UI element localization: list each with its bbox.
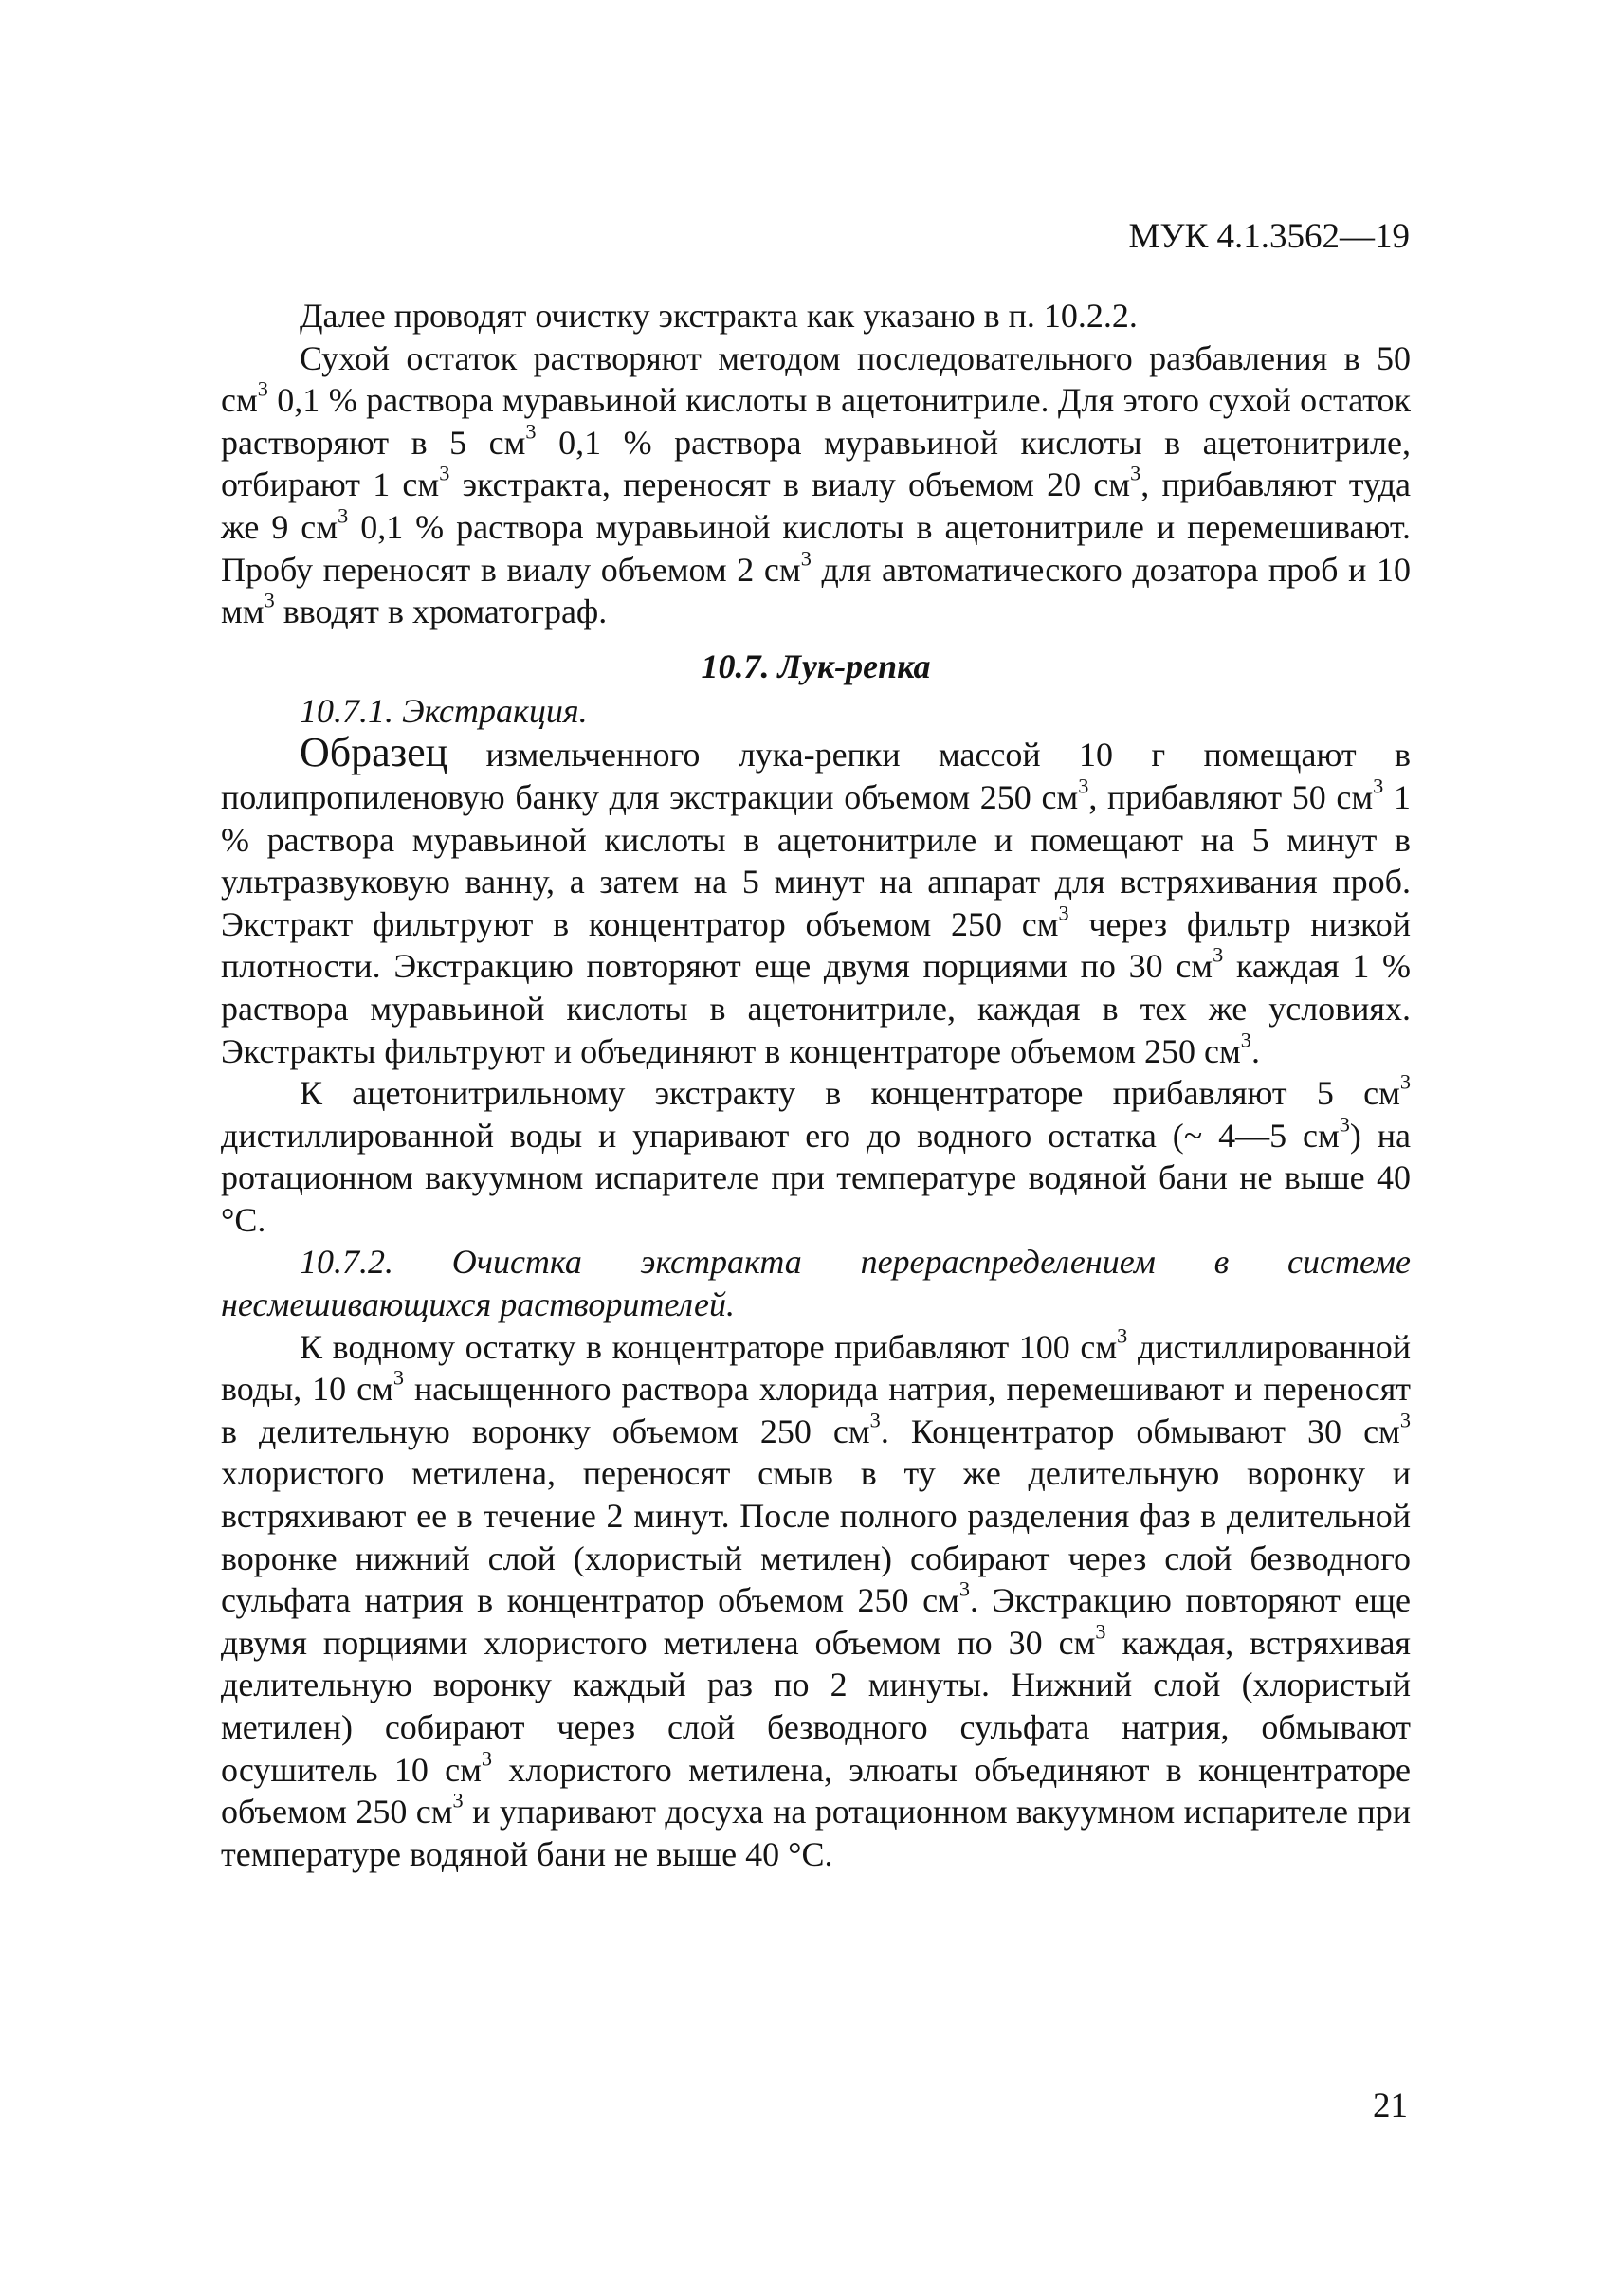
paragraph-cleanup-ref: Далее проводят очистку экстракта как указано в п. 10.2.2. — [300, 297, 1138, 335]
section-title: 10.7. Лук-репка — [701, 647, 931, 685]
body-text — [221, 295, 1411, 1875]
subsection-title-extraction: 10.7.1. Экстракция. — [300, 691, 588, 730]
document-code: МУК 4.1.3562—19 — [1128, 217, 1410, 256]
paragraph-evaporation: К ацетонитрильному экстракту в концентраторе прибавляют 5 $см^3$ дистиллированной воды и упаривают его до водного остатка (~ 4—5 $см^3$) на ротационном вакуумном испарителе при температуре водяной бани не выше 40 °С. — [221, 1069, 1411, 1239]
paragraph-partition: К водному остатку в концентраторе прибавляют 100 $см^3$ дистиллированной воды, 10 $см^3$ насыщенного раствора хлорида натрия, перемешивают и переносят в делительную воронку объемом 250 $см^3$. Концентратор обмывают 30 $см^3$ хлористого метилена, переносят смыв в ту же делительную воронку и встряхивают ее в течение 2 минут. После полного разделения фаз в делительной воронке нижний слой (хлористый метилен) собирают через слой безводного сульфата натрия в концентратор объемом 250 $см^3$. Экстракцию повторяют еще двумя порциями хлористого метилена объемом по 30 $см^3$ каждая, встряхивая делительную воронку каждый раз по 2 минуты. Нижний слой (хлористый метилен) собирают через слой безводного сульфата натрия, обмывают осушитель 10 $см^3$ хлористого метилена, элюаты объединяют в концентраторе объемом 250 $см^3$ и упаривают досуха на ротационном вакуумном испарителе при температуре водяной бани не выше 40 °С. — [221, 1322, 1412, 1873]
paragraph-dilution: Сухой остаток растворяют методом последовательного разбавления в 50 $см^3$ 0,1 % раствора муравьиной кислоты в ацетонитриле. Для этого сухой остаток растворяют в 5 $см^3$ 0,1 % раствора муравьиной кислоты в ацетонитриле, отбирают 1 $см^3$ экстракта, переносят в виалу объемом 20 $см^3$, прибавляют туда же 9 $см^3$ 0,1 % раствора муравьиной кислоты в ацетонитриле и перемешивают. Пробу переносят в виалу объемом 2 $см^3$ для автоматического дозатора проб и 10 $мм^3$ вводят в хроматограф. — [221, 338, 1412, 631]
page-number: 21 — [1373, 2086, 1408, 2125]
paragraph-extraction: Образец измельченного лука-репки массой 10 г помещают в полипропиленовую банку для экстракции объемом 250 $см^3$, прибавляют 50 $см^3$ 1 % раствора муравьиной кислоты в ацетонитриле и помещают на 5 минут в ультразвуковую ванну, а затем на 5 минут на аппарат для встряхивания проб. Экстракт фильтруют в концентратор объемом 250 $см^3$ через фильтр низкой плотности. Экстракцию повторяют еще двумя порциями по 30 $см^3$ каждая 1 % раствора муравьиной кислоты в ацетонитриле, каждая в тех же условиях. Экстракты фильтруют и объединяют в концентраторе объемом 250 $см^3$. — [221, 729, 1412, 1070]
subsection-title-cleanup: 10.7.2. Очистка экстракта перераспределением в системе несмешивающихся растворителей. — [221, 1243, 1411, 1324]
